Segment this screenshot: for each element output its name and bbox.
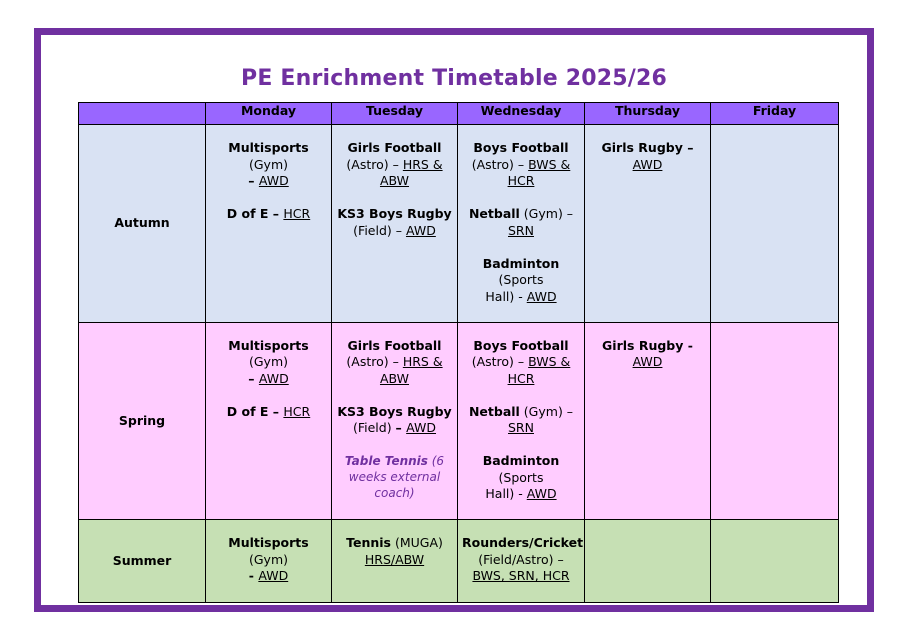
- entry-girls-rugby: Girls Rugby - AWD: [602, 337, 693, 369]
- row-summer: [79, 520, 839, 603]
- cell-spring-tuesday: [332, 322, 458, 520]
- header-row: [79, 103, 839, 125]
- header-monday: Monday: [206, 103, 332, 125]
- cell-spring-friday: [711, 322, 839, 520]
- entry-doe: D of E – HCR: [226, 403, 311, 419]
- page-title: PE Enrichment Timetable 2025/26: [241, 66, 667, 91]
- cell-summer-tuesday: [332, 520, 458, 603]
- entry-badminton: Badminton (Sports Hall) - AWD: [482, 255, 560, 304]
- cell-summer-wednesday: [458, 520, 585, 603]
- cell-autumn-wednesday: [458, 125, 585, 323]
- entry-ks3-boys-rugby: KS3 Boys Rugby (Field) – AWD: [337, 403, 452, 435]
- entry-doe: D of E – HCR: [226, 206, 311, 221]
- entry-netball: Netball (Gym) – SRN: [468, 206, 574, 238]
- entry-ks3-boys-rugby: KS3 Boys Rugby (Field) – AWD: [337, 206, 452, 238]
- entry-multisports: Multisports (Gym) - AWD: [228, 535, 309, 583]
- entry-girls-football: Girls Football (Astro) – HRS & ABW: [346, 140, 443, 188]
- cell-summer-thursday: [585, 520, 711, 603]
- cell-autumn-friday: [711, 125, 839, 323]
- header-thursday: Thursday: [585, 103, 711, 125]
- entry-table-tennis: Table Tennis (6 weeks external coach): [344, 454, 445, 500]
- entry-boys-football: Boys Football (Astro) – BWS & HCR: [471, 140, 571, 188]
- entry-girls-rugby: Girls Rugby – AWD: [601, 140, 694, 172]
- cell-spring-thursday: [585, 322, 711, 520]
- cell-spring-monday: [206, 322, 332, 520]
- entry-rounders-cricket: Rounders/Cricket (Field/Astro) – BWS, SRN, HCR: [462, 535, 584, 583]
- header-corner: [79, 103, 206, 125]
- cell-autumn-tuesday: [332, 125, 458, 323]
- entry-badminton: Badminton (Sports Hall) - AWD: [482, 453, 560, 501]
- entry-multisports: Multisports (Gym) – AWD: [228, 140, 309, 188]
- page-frame: [34, 28, 874, 612]
- cell-summer-friday: [711, 520, 839, 603]
- cell-summer-monday: [206, 520, 332, 603]
- cell-autumn-thursday: [585, 125, 711, 323]
- term-label-autumn: Autumn: [79, 125, 206, 323]
- row-autumn: [79, 125, 839, 323]
- timetable: [78, 102, 839, 603]
- entry-boys-football: Boys Football (Astro) – BWS & HCR: [471, 337, 571, 386]
- cell-autumn-monday: [206, 125, 332, 323]
- entry-netball: Netball (Gym) – SRN: [468, 403, 574, 435]
- entry-multisports: Multisports (Gym) – AWD: [228, 337, 309, 386]
- header-wednesday: Wednesday: [458, 103, 585, 125]
- cell-spring-wednesday: [458, 322, 585, 520]
- term-label-summer: Summer: [79, 520, 206, 603]
- entry-tennis: Tennis (MUGA) HRS/ABW: [346, 535, 443, 567]
- header-tuesday: Tuesday: [332, 103, 458, 125]
- header-friday: Friday: [711, 103, 839, 125]
- term-label-spring: Spring: [79, 322, 206, 520]
- entry-girls-football: Girls Football (Astro) – HRS & ABW: [346, 337, 443, 386]
- row-spring: [79, 322, 839, 520]
